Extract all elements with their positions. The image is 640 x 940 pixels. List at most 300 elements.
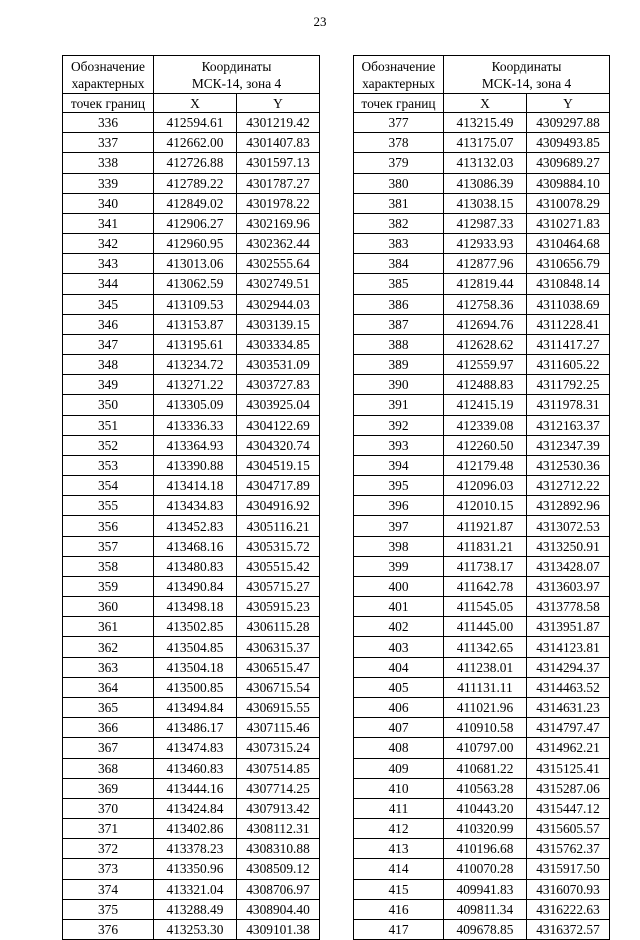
cell-x: 413253.30 xyxy=(154,919,237,939)
table-row xyxy=(354,556,610,576)
cell-point: 361 xyxy=(63,617,154,637)
cell-y: 4305715.27 xyxy=(237,576,320,596)
cell-y: 4312163.37 xyxy=(527,415,610,435)
cell-point: 411 xyxy=(354,798,444,818)
cell-y: 4307315.24 xyxy=(237,738,320,758)
cell-point: 403 xyxy=(354,637,444,657)
table-row xyxy=(354,314,610,334)
table-row xyxy=(63,173,320,193)
table-row xyxy=(63,697,320,717)
cell-y: 4305915.23 xyxy=(237,597,320,617)
cell-y: 4303727.83 xyxy=(237,375,320,395)
cell-point: 399 xyxy=(354,556,444,576)
cell-x: 413062.59 xyxy=(154,274,237,294)
cell-y: 4309493.85 xyxy=(527,133,610,153)
table-row xyxy=(354,637,610,657)
table-row xyxy=(354,334,610,354)
cell-y: 4306515.47 xyxy=(237,657,320,677)
cell-y: 4310848.14 xyxy=(527,274,610,294)
cell-y: 4303925.04 xyxy=(237,395,320,415)
cell-point: 367 xyxy=(63,738,154,758)
cell-point: 356 xyxy=(63,516,154,536)
table-row xyxy=(354,758,610,778)
cell-point: 398 xyxy=(354,536,444,556)
cell-x: 410070.28 xyxy=(444,859,527,879)
table-row xyxy=(63,334,320,354)
table-row xyxy=(63,637,320,657)
cell-y: 4307714.25 xyxy=(237,778,320,798)
cell-point: 344 xyxy=(63,274,154,294)
cell-point: 388 xyxy=(354,334,444,354)
cell-point: 349 xyxy=(63,375,154,395)
cell-y: 4313951.87 xyxy=(527,617,610,637)
cell-point: 353 xyxy=(63,455,154,475)
table-row xyxy=(63,718,320,738)
cell-x: 411642.78 xyxy=(444,576,527,596)
cell-y: 4315125.41 xyxy=(527,758,610,778)
table-row xyxy=(354,234,610,254)
cell-x: 413234.72 xyxy=(154,355,237,375)
cell-x: 412179.48 xyxy=(444,455,527,475)
cell-y: 4304320.74 xyxy=(237,435,320,455)
table-row xyxy=(63,314,320,334)
cell-y: 4314631.23 xyxy=(527,697,610,717)
cell-point: 386 xyxy=(354,294,444,314)
cell-point: 354 xyxy=(63,476,154,496)
cell-y: 4301407.83 xyxy=(237,133,320,153)
table-row xyxy=(63,597,320,617)
cell-x: 412819.44 xyxy=(444,274,527,294)
table-row xyxy=(63,193,320,213)
cell-point: 372 xyxy=(63,839,154,859)
cell-x: 413480.83 xyxy=(154,556,237,576)
cell-y: 4304122.69 xyxy=(237,415,320,435)
cell-point: 336 xyxy=(63,113,154,133)
cell-point: 339 xyxy=(63,173,154,193)
cell-y: 4311038.69 xyxy=(527,294,610,314)
cell-x: 411021.96 xyxy=(444,697,527,717)
cell-point: 374 xyxy=(63,879,154,899)
cell-x: 411738.17 xyxy=(444,556,527,576)
table-row xyxy=(354,778,610,798)
cell-point: 387 xyxy=(354,314,444,334)
cell-y: 4312530.36 xyxy=(527,455,610,475)
cell-x: 412789.22 xyxy=(154,173,237,193)
table-row xyxy=(63,536,320,556)
cell-point: 351 xyxy=(63,415,154,435)
cell-y: 4306715.54 xyxy=(237,677,320,697)
table-row xyxy=(354,718,610,738)
cell-point: 371 xyxy=(63,819,154,839)
table-row xyxy=(63,133,320,153)
table-row xyxy=(63,355,320,375)
cell-point: 337 xyxy=(63,133,154,153)
cell-x: 413424.84 xyxy=(154,798,237,818)
table-row xyxy=(63,657,320,677)
cell-y: 4314294.37 xyxy=(527,657,610,677)
cell-x: 412096.03 xyxy=(444,476,527,496)
cell-point: 343 xyxy=(63,254,154,274)
cell-x: 412628.62 xyxy=(444,334,527,354)
cell-point: 400 xyxy=(354,576,444,596)
table-row xyxy=(354,738,610,758)
cell-point: 364 xyxy=(63,677,154,697)
cell-y: 4315917.50 xyxy=(527,859,610,879)
table-row xyxy=(63,294,320,314)
cell-x: 413321.04 xyxy=(154,879,237,899)
header-x: X xyxy=(154,94,237,113)
cell-x: 413215.49 xyxy=(444,113,527,133)
table-row xyxy=(63,435,320,455)
cell-x: 412849.02 xyxy=(154,193,237,213)
header-coordinates-line2: МСК-14, зона 4 xyxy=(191,75,282,91)
table-row xyxy=(354,133,610,153)
cell-x: 411831.21 xyxy=(444,536,527,556)
cell-y: 4312712.22 xyxy=(527,476,610,496)
table-row xyxy=(63,274,320,294)
table-row xyxy=(63,113,320,133)
table-row xyxy=(354,657,610,677)
cell-y: 4303334.85 xyxy=(237,334,320,354)
cell-x: 413452.83 xyxy=(154,516,237,536)
cell-point: 395 xyxy=(354,476,444,496)
table-row xyxy=(63,375,320,395)
cell-y: 4306915.55 xyxy=(237,697,320,717)
cell-y: 4315605.57 xyxy=(527,819,610,839)
cell-y: 4312347.39 xyxy=(527,435,610,455)
cell-x: 410797.00 xyxy=(444,738,527,758)
cell-point: 409 xyxy=(354,758,444,778)
cell-y: 4301787.27 xyxy=(237,173,320,193)
cell-x: 412559.97 xyxy=(444,355,527,375)
cell-x: 412260.50 xyxy=(444,435,527,455)
cell-point: 379 xyxy=(354,153,444,173)
cell-point: 414 xyxy=(354,859,444,879)
table-row xyxy=(63,213,320,233)
header-designation-line2: характерных xyxy=(71,75,145,91)
cell-point: 360 xyxy=(63,597,154,617)
table-row xyxy=(354,415,610,435)
header-y: Y xyxy=(527,94,610,113)
cell-point: 347 xyxy=(63,334,154,354)
cell-point: 359 xyxy=(63,576,154,596)
cell-point: 396 xyxy=(354,496,444,516)
cell-x: 413175.07 xyxy=(444,133,527,153)
cell-y: 4316372.57 xyxy=(527,919,610,939)
cell-point: 391 xyxy=(354,395,444,415)
cell-x: 411342.65 xyxy=(444,637,527,657)
header-coordinates xyxy=(444,56,610,94)
header-y: Y xyxy=(237,94,320,113)
cell-y: 4316222.63 xyxy=(527,899,610,919)
table-row xyxy=(354,213,610,233)
cell-y: 4309689.27 xyxy=(527,153,610,173)
cell-x: 413414.18 xyxy=(154,476,237,496)
cell-y: 4305515.42 xyxy=(237,556,320,576)
cell-y: 4302362.44 xyxy=(237,234,320,254)
cell-x: 412662.00 xyxy=(154,133,237,153)
cell-point: 404 xyxy=(354,657,444,677)
cell-y: 4303139.15 xyxy=(237,314,320,334)
coordinates-table-left xyxy=(62,55,320,940)
cell-point: 383 xyxy=(354,234,444,254)
table-row xyxy=(63,415,320,435)
table-row xyxy=(354,859,610,879)
cell-x: 413486.17 xyxy=(154,718,237,738)
cell-point: 394 xyxy=(354,455,444,475)
cell-x: 413498.18 xyxy=(154,597,237,617)
cell-x: 412694.76 xyxy=(444,314,527,334)
cell-x: 413305.09 xyxy=(154,395,237,415)
cell-point: 376 xyxy=(63,919,154,939)
table-row xyxy=(63,738,320,758)
cell-y: 4309297.88 xyxy=(527,113,610,133)
cell-x: 413336.33 xyxy=(154,415,237,435)
cell-x: 412488.83 xyxy=(444,375,527,395)
cell-y: 4304717.89 xyxy=(237,476,320,496)
cell-y: 4307514.85 xyxy=(237,758,320,778)
cell-x: 413500.85 xyxy=(154,677,237,697)
cell-x: 413490.84 xyxy=(154,576,237,596)
cell-x: 409678.85 xyxy=(444,919,527,939)
cell-y: 4316070.93 xyxy=(527,879,610,899)
cell-y: 4310078.29 xyxy=(527,193,610,213)
cell-y: 4314123.81 xyxy=(527,637,610,657)
cell-y: 4309884.10 xyxy=(527,173,610,193)
table-row xyxy=(63,516,320,536)
cell-y: 4313778.58 xyxy=(527,597,610,617)
cell-point: 352 xyxy=(63,435,154,455)
cell-point: 340 xyxy=(63,193,154,213)
cell-y: 4301978.22 xyxy=(237,193,320,213)
table-row xyxy=(63,919,320,939)
cell-point: 373 xyxy=(63,859,154,879)
cell-y: 4305116.21 xyxy=(237,516,320,536)
table-row xyxy=(354,193,610,213)
cell-x: 413460.83 xyxy=(154,758,237,778)
cell-point: 392 xyxy=(354,415,444,435)
cell-point: 355 xyxy=(63,496,154,516)
cell-point: 342 xyxy=(63,234,154,254)
cell-y: 4314797.47 xyxy=(527,718,610,738)
table-row xyxy=(63,677,320,697)
cell-point: 370 xyxy=(63,798,154,818)
cell-point: 397 xyxy=(354,516,444,536)
cell-y: 4311978.31 xyxy=(527,395,610,415)
table-row xyxy=(354,879,610,899)
cell-x: 413444.16 xyxy=(154,778,237,798)
cell-y: 4302749.51 xyxy=(237,274,320,294)
cell-y: 4302169.96 xyxy=(237,213,320,233)
table-body-right xyxy=(354,113,610,940)
table-row xyxy=(354,274,610,294)
table-row xyxy=(63,859,320,879)
table-row xyxy=(354,839,610,859)
table-row xyxy=(63,556,320,576)
cell-x: 413504.18 xyxy=(154,657,237,677)
cell-x: 410910.58 xyxy=(444,718,527,738)
cell-x: 412594.61 xyxy=(154,113,237,133)
cell-x: 413038.15 xyxy=(444,193,527,213)
cell-y: 4308904.40 xyxy=(237,899,320,919)
cell-x: 411238.01 xyxy=(444,657,527,677)
cell-point: 408 xyxy=(354,738,444,758)
cell-y: 4307913.42 xyxy=(237,798,320,818)
coordinates-table-right xyxy=(353,55,610,940)
table-row xyxy=(354,899,610,919)
table-row xyxy=(63,839,320,859)
cell-point: 413 xyxy=(354,839,444,859)
cell-point: 380 xyxy=(354,173,444,193)
table-row xyxy=(63,899,320,919)
table-row xyxy=(354,798,610,818)
cell-x: 412758.36 xyxy=(444,294,527,314)
cell-point: 350 xyxy=(63,395,154,415)
cell-point: 341 xyxy=(63,213,154,233)
cell-x: 413195.61 xyxy=(154,334,237,354)
header-x: X xyxy=(444,94,527,113)
cell-x: 413132.03 xyxy=(444,153,527,173)
cell-x: 412987.33 xyxy=(444,213,527,233)
table-row xyxy=(354,294,610,314)
table-row xyxy=(354,455,610,475)
cell-y: 4306115.28 xyxy=(237,617,320,637)
cell-point: 346 xyxy=(63,314,154,334)
cell-point: 393 xyxy=(354,435,444,455)
header-designation xyxy=(354,56,444,94)
cell-x: 412933.93 xyxy=(444,234,527,254)
cell-point: 415 xyxy=(354,879,444,899)
cell-x: 413390.88 xyxy=(154,455,237,475)
table-row xyxy=(63,254,320,274)
cell-point: 362 xyxy=(63,637,154,657)
cell-x: 413468.16 xyxy=(154,536,237,556)
cell-y: 4311605.22 xyxy=(527,355,610,375)
cell-y: 4302944.03 xyxy=(237,294,320,314)
table-row xyxy=(63,617,320,637)
cell-y: 4310464.68 xyxy=(527,234,610,254)
cell-x: 413350.96 xyxy=(154,859,237,879)
cell-point: 369 xyxy=(63,778,154,798)
table-row xyxy=(63,234,320,254)
cell-point: 358 xyxy=(63,556,154,576)
table-row xyxy=(354,153,610,173)
cell-x: 412726.88 xyxy=(154,153,237,173)
table-body-left xyxy=(63,113,320,940)
cell-y: 4314962.21 xyxy=(527,738,610,758)
table-row xyxy=(63,819,320,839)
table-row xyxy=(63,758,320,778)
cell-y: 4310271.83 xyxy=(527,213,610,233)
cell-y: 4304916.92 xyxy=(237,496,320,516)
header-designation xyxy=(63,56,154,94)
table-row xyxy=(354,435,610,455)
cell-point: 381 xyxy=(354,193,444,213)
table-row xyxy=(63,455,320,475)
table-row xyxy=(63,496,320,516)
cell-point: 417 xyxy=(354,919,444,939)
cell-y: 4313072.53 xyxy=(527,516,610,536)
cell-point: 378 xyxy=(354,133,444,153)
table-row xyxy=(354,597,610,617)
cell-x: 413378.23 xyxy=(154,839,237,859)
cell-x: 412877.96 xyxy=(444,254,527,274)
cell-y: 4301219.42 xyxy=(237,113,320,133)
cell-x: 412906.27 xyxy=(154,213,237,233)
cell-x: 413494.84 xyxy=(154,697,237,717)
cell-point: 407 xyxy=(354,718,444,738)
table-row xyxy=(354,677,610,697)
table-row xyxy=(354,819,610,839)
cell-y: 4307115.46 xyxy=(237,718,320,738)
cell-y: 4311417.27 xyxy=(527,334,610,354)
cell-y: 4313428.07 xyxy=(527,556,610,576)
table-row xyxy=(63,476,320,496)
table-row xyxy=(354,173,610,193)
cell-point: 365 xyxy=(63,697,154,717)
cell-point: 375 xyxy=(63,899,154,919)
cell-y: 4315762.37 xyxy=(527,839,610,859)
cell-x: 413434.83 xyxy=(154,496,237,516)
cell-x: 412339.08 xyxy=(444,415,527,435)
cell-point: 366 xyxy=(63,718,154,738)
cell-x: 410563.28 xyxy=(444,778,527,798)
cell-y: 4308112.31 xyxy=(237,819,320,839)
table-row xyxy=(354,919,610,939)
header-coordinates xyxy=(154,56,320,94)
cell-y: 4310656.79 xyxy=(527,254,610,274)
cell-x: 413504.85 xyxy=(154,637,237,657)
cell-point: 377 xyxy=(354,113,444,133)
cell-y: 4315287.06 xyxy=(527,778,610,798)
cell-point: 382 xyxy=(354,213,444,233)
table-row xyxy=(354,536,610,556)
cell-x: 409941.83 xyxy=(444,879,527,899)
cell-x: 412010.15 xyxy=(444,496,527,516)
cell-x: 413109.53 xyxy=(154,294,237,314)
cell-point: 406 xyxy=(354,697,444,717)
cell-point: 357 xyxy=(63,536,154,556)
cell-point: 385 xyxy=(354,274,444,294)
header-designation-line1: Обозначение xyxy=(71,58,145,74)
cell-point: 401 xyxy=(354,597,444,617)
cell-x: 413086.39 xyxy=(444,173,527,193)
cell-point: 416 xyxy=(354,899,444,919)
table-row xyxy=(354,113,610,133)
cell-x: 410681.22 xyxy=(444,758,527,778)
cell-y: 4301597.13 xyxy=(237,153,320,173)
cell-x: 410443.20 xyxy=(444,798,527,818)
header-designation-line2: характерных xyxy=(362,75,435,91)
cell-x: 412960.95 xyxy=(154,234,237,254)
table-row xyxy=(354,355,610,375)
cell-y: 4305315.72 xyxy=(237,536,320,556)
cell-point: 345 xyxy=(63,294,154,314)
header-designation-line1: Обозначение xyxy=(361,58,436,74)
cell-x: 413013.06 xyxy=(154,254,237,274)
cell-y: 4308509.12 xyxy=(237,859,320,879)
cell-x: 410196.68 xyxy=(444,839,527,859)
table-row xyxy=(354,576,610,596)
table-row xyxy=(63,879,320,899)
table-row xyxy=(354,476,610,496)
table-row xyxy=(63,798,320,818)
cell-point: 368 xyxy=(63,758,154,778)
cell-x: 409811.34 xyxy=(444,899,527,919)
cell-x: 412415.19 xyxy=(444,395,527,415)
cell-point: 363 xyxy=(63,657,154,677)
table-row xyxy=(63,153,320,173)
